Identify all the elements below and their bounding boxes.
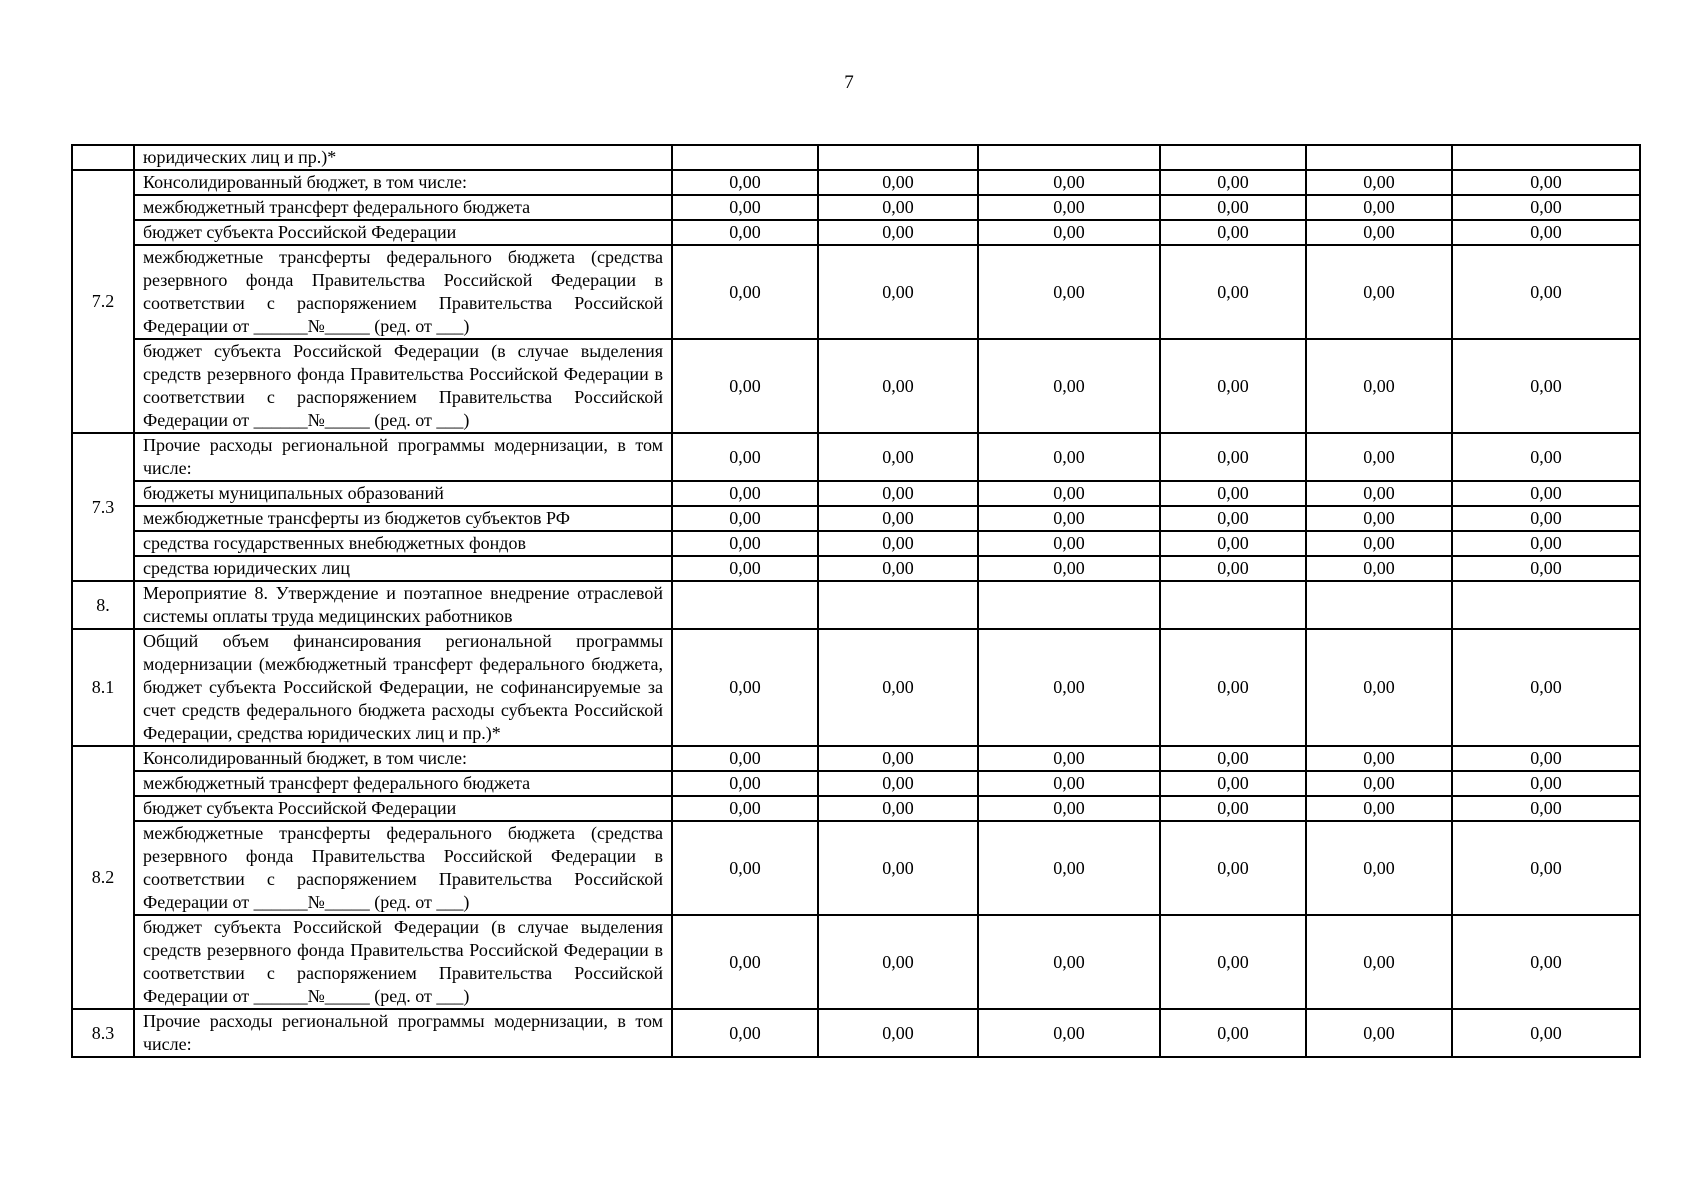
value-cell: 0,00 xyxy=(1160,629,1306,746)
row-description: средства государственных внебюджетных фондов xyxy=(134,531,672,556)
table-row xyxy=(72,771,1640,796)
value-cell: 0,00 xyxy=(818,746,978,771)
value-cell: 0,00 xyxy=(818,1009,978,1057)
value-cell: 0,00 xyxy=(978,481,1160,506)
value-cell: 0,00 xyxy=(672,746,818,771)
value-cell: 0,00 xyxy=(1306,433,1452,481)
value-cell: 0,00 xyxy=(672,915,818,1009)
value-cell: 0,00 xyxy=(672,796,818,821)
row-description: бюджет субъекта Российской Федерации xyxy=(134,796,672,821)
value-cell: 0,00 xyxy=(818,339,978,433)
value-cell: 0,00 xyxy=(1452,506,1640,531)
value-cell: 0,00 xyxy=(672,481,818,506)
value-cell: 0,00 xyxy=(1306,531,1452,556)
value-cell: 0,00 xyxy=(818,170,978,195)
row-index: 8.3 xyxy=(72,1009,134,1057)
table-row xyxy=(72,245,1640,339)
row-description: Прочие расходы региональной программы модернизации, в том числе: xyxy=(134,433,672,481)
value-cell: 0,00 xyxy=(1306,771,1452,796)
table-row xyxy=(72,556,1640,581)
value-cell xyxy=(1452,581,1640,629)
value-cell: 0,00 xyxy=(672,339,818,433)
value-cell: 0,00 xyxy=(1306,170,1452,195)
value-cell: 0,00 xyxy=(978,195,1160,220)
value-cell: 0,00 xyxy=(1160,339,1306,433)
value-cell: 0,00 xyxy=(672,1009,818,1057)
value-cell: 0,00 xyxy=(1160,771,1306,796)
row-description: межбюджетные трансферты из бюджетов субъектов РФ xyxy=(134,506,672,531)
row-index: 7.2 xyxy=(72,170,134,433)
row-index xyxy=(72,145,134,170)
value-cell: 0,00 xyxy=(1160,1009,1306,1057)
value-cell: 0,00 xyxy=(1160,531,1306,556)
value-cell: 0,00 xyxy=(818,433,978,481)
value-cell: 0,00 xyxy=(1452,481,1640,506)
row-description: межбюджетный трансферт федерального бюджета xyxy=(134,195,672,220)
value-cell xyxy=(672,145,818,170)
value-cell: 0,00 xyxy=(1452,915,1640,1009)
value-cell: 0,00 xyxy=(1452,629,1640,746)
value-cell: 0,00 xyxy=(1452,771,1640,796)
value-cell xyxy=(1160,581,1306,629)
value-cell: 0,00 xyxy=(978,433,1160,481)
value-cell: 0,00 xyxy=(978,245,1160,339)
value-cell xyxy=(1306,145,1452,170)
value-cell: 0,00 xyxy=(978,556,1160,581)
table-row xyxy=(72,433,1640,481)
value-cell: 0,00 xyxy=(1452,245,1640,339)
value-cell: 0,00 xyxy=(1452,556,1640,581)
row-description: бюджет субъекта Российской Федерации (в случае выделения средств резервного фонда Правительства Российской Федерации в соответствии с распоряжением Правительства Российской Федерации от ______№_____ (ред. от ___) xyxy=(134,915,672,1009)
row-description: Консолидированный бюджет, в том числе: xyxy=(134,746,672,771)
value-cell: 0,00 xyxy=(978,531,1160,556)
value-cell: 0,00 xyxy=(978,915,1160,1009)
row-description: бюджеты муниципальных образований xyxy=(134,481,672,506)
value-cell: 0,00 xyxy=(1160,245,1306,339)
value-cell xyxy=(1160,145,1306,170)
value-cell: 0,00 xyxy=(1306,220,1452,245)
table-row xyxy=(72,821,1640,915)
value-cell: 0,00 xyxy=(672,531,818,556)
value-cell: 0,00 xyxy=(1160,433,1306,481)
table-row xyxy=(72,915,1640,1009)
value-cell: 0,00 xyxy=(1306,506,1452,531)
table-row xyxy=(72,1009,1640,1057)
row-description: Мероприятие 8. Утверждение и поэтапное внедрение отраслевой системы оплаты труда медицинских работников xyxy=(134,581,672,629)
value-cell: 0,00 xyxy=(672,245,818,339)
value-cell: 0,00 xyxy=(978,170,1160,195)
value-cell: 0,00 xyxy=(978,821,1160,915)
value-cell: 0,00 xyxy=(1306,746,1452,771)
value-cell: 0,00 xyxy=(1160,556,1306,581)
value-cell: 0,00 xyxy=(818,506,978,531)
value-cell: 0,00 xyxy=(1306,481,1452,506)
value-cell: 0,00 xyxy=(1306,629,1452,746)
value-cell: 0,00 xyxy=(1452,746,1640,771)
value-cell: 0,00 xyxy=(672,506,818,531)
value-cell: 0,00 xyxy=(978,771,1160,796)
row-description: Прочие расходы региональной программы модернизации, в том числе: xyxy=(134,1009,672,1057)
value-cell: 0,00 xyxy=(672,771,818,796)
row-description: бюджет субъекта Российской Федерации (в случае выделения средств резервного фонда Правительства Российской Федерации в соответствии с распоряжением Правительства Российской Федерации от ______№_____ (ред. от ___) xyxy=(134,339,672,433)
value-cell xyxy=(978,581,1160,629)
value-cell: 0,00 xyxy=(818,915,978,1009)
value-cell: 0,00 xyxy=(1306,195,1452,220)
value-cell: 0,00 xyxy=(978,506,1160,531)
value-cell xyxy=(978,145,1160,170)
value-cell: 0,00 xyxy=(1306,915,1452,1009)
value-cell: 0,00 xyxy=(978,339,1160,433)
value-cell xyxy=(818,581,978,629)
value-cell: 0,00 xyxy=(818,556,978,581)
table-row xyxy=(72,506,1640,531)
value-cell: 0,00 xyxy=(1306,556,1452,581)
value-cell: 0,00 xyxy=(1452,821,1640,915)
row-description: средства юридических лиц xyxy=(134,556,672,581)
value-cell: 0,00 xyxy=(1452,195,1640,220)
value-cell: 0,00 xyxy=(978,629,1160,746)
table-row xyxy=(72,581,1640,629)
table-row xyxy=(72,339,1640,433)
value-cell: 0,00 xyxy=(672,821,818,915)
value-cell: 0,00 xyxy=(672,170,818,195)
value-cell xyxy=(1452,145,1640,170)
value-cell: 0,00 xyxy=(672,556,818,581)
row-description: бюджет субъекта Российской Федерации xyxy=(134,220,672,245)
value-cell: 0,00 xyxy=(672,433,818,481)
page-number: 7 xyxy=(844,72,854,93)
value-cell: 0,00 xyxy=(1306,339,1452,433)
value-cell: 0,00 xyxy=(1160,506,1306,531)
value-cell: 0,00 xyxy=(1452,170,1640,195)
value-cell xyxy=(818,145,978,170)
value-cell: 0,00 xyxy=(1306,1009,1452,1057)
value-cell: 0,00 xyxy=(818,531,978,556)
value-cell: 0,00 xyxy=(672,220,818,245)
table-row xyxy=(72,195,1640,220)
value-cell: 0,00 xyxy=(1160,796,1306,821)
row-index: 8.2 xyxy=(72,746,134,1009)
value-cell: 0,00 xyxy=(672,629,818,746)
value-cell: 0,00 xyxy=(672,195,818,220)
value-cell: 0,00 xyxy=(978,746,1160,771)
value-cell: 0,00 xyxy=(818,821,978,915)
value-cell: 0,00 xyxy=(1306,245,1452,339)
row-index: 8. xyxy=(72,581,134,629)
value-cell: 0,00 xyxy=(1160,220,1306,245)
value-cell: 0,00 xyxy=(1306,821,1452,915)
row-index: 7.3 xyxy=(72,433,134,581)
table-row xyxy=(72,220,1640,245)
value-cell: 0,00 xyxy=(1452,433,1640,481)
value-cell: 0,00 xyxy=(978,1009,1160,1057)
value-cell: 0,00 xyxy=(1452,1009,1640,1057)
value-cell: 0,00 xyxy=(1452,339,1640,433)
value-cell: 0,00 xyxy=(1452,220,1640,245)
value-cell xyxy=(1306,581,1452,629)
value-cell: 0,00 xyxy=(818,771,978,796)
value-cell: 0,00 xyxy=(1160,915,1306,1009)
row-description: Общий объем финансирования региональной программы модернизации (межбюджетный трансферт федерального бюджета, бюджет субъекта Российской Федерации, не софинансируемые за счет средств федерального бюджета расходы субъекта Российской Федерации, средства юридических лиц и пр.)* xyxy=(134,629,672,746)
value-cell: 0,00 xyxy=(818,629,978,746)
value-cell: 0,00 xyxy=(818,245,978,339)
row-description: межбюджетные трансферты федерального бюджета (средства резервного фонда Правительства Российской Федерации в соответствии с распоряжением Правительства Российской Федерации от ______№_____ (ред. от ___) xyxy=(134,245,672,339)
value-cell: 0,00 xyxy=(818,796,978,821)
value-cell: 0,00 xyxy=(818,220,978,245)
value-cell: 0,00 xyxy=(1160,821,1306,915)
value-cell: 0,00 xyxy=(1160,170,1306,195)
row-description: межбюджетный трансферт федерального бюджета xyxy=(134,771,672,796)
table-row xyxy=(72,170,1640,195)
value-cell: 0,00 xyxy=(1452,796,1640,821)
value-cell: 0,00 xyxy=(978,220,1160,245)
table-row xyxy=(72,145,1640,170)
value-cell: 0,00 xyxy=(1160,746,1306,771)
value-cell: 0,00 xyxy=(1306,796,1452,821)
value-cell: 0,00 xyxy=(818,195,978,220)
table-row xyxy=(72,629,1640,746)
table-row xyxy=(72,531,1640,556)
table-row xyxy=(72,746,1640,771)
value-cell xyxy=(672,581,818,629)
row-description: Консолидированный бюджет, в том числе: xyxy=(134,170,672,195)
value-cell: 0,00 xyxy=(978,796,1160,821)
table-row xyxy=(72,796,1640,821)
row-description: юридических лиц и пр.)* xyxy=(134,145,672,170)
value-cell: 0,00 xyxy=(1160,195,1306,220)
value-cell: 0,00 xyxy=(1160,481,1306,506)
row-description: межбюджетные трансферты федерального бюджета (средства резервного фонда Правительства Российской Федерации в соответствии с распоряжением Правительства Российской Федерации от ______№_____ (ред. от ___) xyxy=(134,821,672,915)
financing-table xyxy=(71,144,1641,1058)
row-index: 8.1 xyxy=(72,629,134,746)
table-row xyxy=(72,481,1640,506)
value-cell: 0,00 xyxy=(1452,531,1640,556)
value-cell: 0,00 xyxy=(818,481,978,506)
